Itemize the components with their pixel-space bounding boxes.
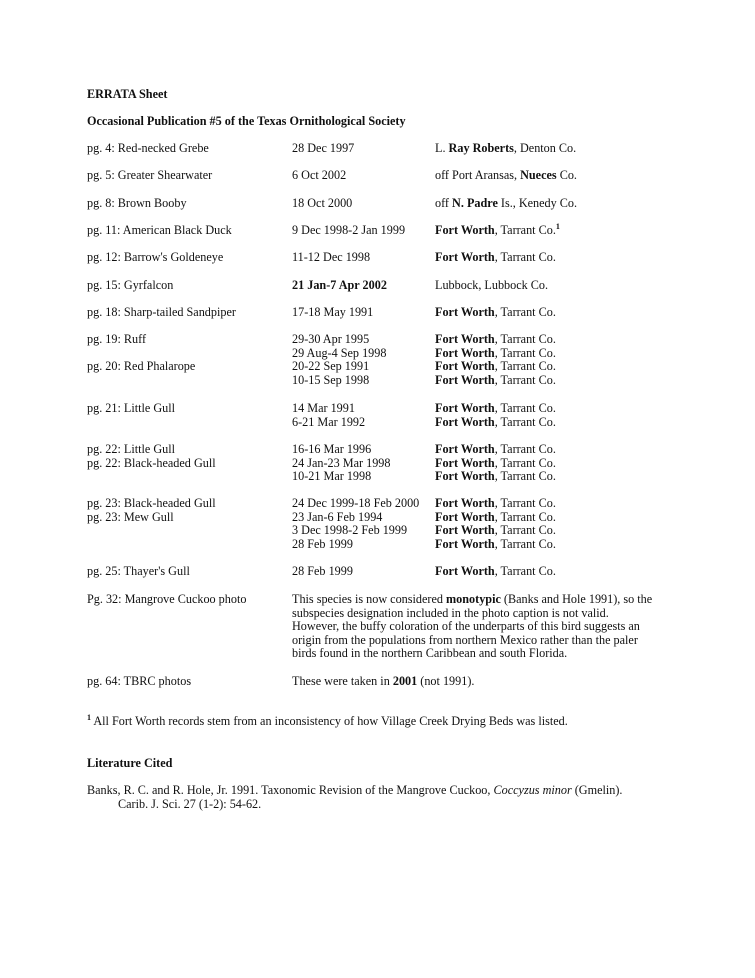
entry-page: pg. 25: Thayer's Gull — [87, 564, 190, 578]
entry-location: Fort Worth, Tarrant Co. — [435, 455, 556, 470]
entry-location: off N. Padre Is., Kenedy Co. — [435, 196, 578, 210]
entry-date: 18 Oct 2000 — [292, 196, 353, 210]
entry-date: 10-21 Mar 1998 — [292, 469, 372, 484]
entry-page: pg. 4: Red-necked Grebe — [87, 141, 209, 155]
entry-date: 9 Dec 1998-2 Jan 1999 — [292, 223, 406, 237]
entry-page — [87, 538, 287, 552]
entry-date: 6-21 Mar 1992 — [292, 414, 366, 429]
entry-location: Fort Worth, Tarrant Co. — [435, 305, 556, 319]
entry-page: pg. 19: Ruff — [87, 332, 147, 346]
entry-page: pg. 64: TBRC photos — [87, 674, 192, 688]
entry-date: 14 Mar 1991 — [292, 401, 355, 415]
footnote-mark: 1 — [87, 713, 91, 722]
entry-location: Fort Worth, Tarrant Co.$^1$ — [435, 222, 560, 237]
entry-date: 28 Dec 1997 — [292, 141, 355, 155]
entry-location: Fort Worth, Tarrant Co. — [435, 509, 556, 524]
publication-subtitle: Occasional Publication #5 of the Texas Ornithological Society — [87, 114, 406, 128]
entry-date: 24 Dec 1999-18 Feb 2000 — [292, 496, 420, 510]
entry-date: 21 Jan-7 Apr 2002 — [292, 278, 387, 292]
entry-location: Fort Worth, Tarrant Co. — [435, 469, 556, 484]
entry-location: Fort Worth, Tarrant Co. — [435, 332, 556, 346]
entry-date: 28 Feb 1999 — [292, 564, 353, 578]
entry-location: Fort Worth, Tarrant Co. — [435, 564, 556, 578]
entry-page: pg. 11: American Black Duck — [87, 223, 232, 237]
entry-date: 29 Aug-4 Sep 1998 — [292, 345, 387, 360]
entry-location: Fort Worth, Tarrant Co. — [435, 536, 556, 551]
page-title: ERRATA Sheet — [87, 87, 168, 101]
entry-page: pg. 23: Mew Gull — [87, 509, 174, 524]
literature-heading: Literature Cited — [87, 756, 173, 770]
entry-location: Fort Worth, Tarrant Co. — [435, 372, 556, 387]
entry-date: 6 Oct 2002 — [292, 168, 347, 182]
entry-location: Fort Worth, Tarrant Co. — [435, 345, 556, 360]
tbrc-note: These were taken in 2001 (not 1991). — [292, 674, 475, 688]
entry-page: pg. 8: Brown Booby — [87, 196, 187, 210]
entry-date: 10-15 Sep 1998 — [292, 372, 370, 387]
entry-page: pg. 22: Black-headed Gull — [87, 455, 216, 470]
entry-date: 17-18 May 1991 — [292, 305, 374, 319]
entry-location: Fort Worth, Tarrant Co. — [435, 414, 556, 429]
entry-location: Fort Worth, Tarrant Co. — [435, 523, 556, 538]
entry-date: 20-22 Sep 1991 — [292, 359, 370, 374]
entry-page: Pg. 32: Mangrove Cuckoo photo — [87, 592, 247, 606]
entry-location: Fort Worth, Tarrant Co. — [435, 496, 556, 510]
entry-page: pg. 5: Greater Shearwater — [87, 168, 213, 182]
entry-page: pg. 15: Gyrfalcon — [87, 278, 174, 292]
entry-page — [87, 470, 287, 484]
mangrove-note: This species is now considered monotypic (Banks and Hole 1991), so the subspecies designation included in the photo caption is not valid. However, the buffy coloration of the underparts of this bird suggests an origin from the populations from northern Mexico rather than the paler birds found in the northern Caribbean and south Florida. — [292, 592, 653, 661]
entry-page: pg. 12: Barrow's Goldeneye — [87, 250, 224, 264]
entry-location: L. Ray Roberts, Denton Co. — [435, 141, 577, 155]
footnote-text: All Fort Worth records stem from an inconsistency of how Village Creek Drying Beds was listed. — [91, 714, 568, 728]
entry-date: 3 Dec 1998-2 Feb 1999 — [292, 523, 408, 538]
entry-page — [87, 374, 287, 388]
entry-page: pg. 21: Little Gull — [87, 401, 176, 415]
footnote-marker: 1 — [555, 222, 560, 231]
entry-date: 23 Jan-6 Feb 1994 — [292, 509, 383, 524]
entry-date: 24 Jan-23 Mar 1998 — [292, 455, 391, 470]
entry-page: pg. 20: Red Phalarope — [87, 359, 196, 374]
entry-date: 29-30 Apr 1995 — [292, 332, 370, 346]
entry-date: 28 Feb 1999 — [292, 536, 353, 551]
entry-date: 16-16 Mar 1996 — [292, 442, 372, 456]
entry-page: pg. 18: Sharp-tailed Sandpiper — [87, 305, 236, 319]
entry-location: off Port Aransas, Nueces Co. — [435, 168, 577, 182]
entry-page — [87, 416, 287, 430]
entry-location: Lubbock, Lubbock Co. — [435, 278, 549, 292]
entry-page: pg. 23: Black-headed Gull — [87, 496, 216, 510]
entry-location: Fort Worth, Tarrant Co. — [435, 359, 556, 374]
entry-location: Fort Worth, Tarrant Co. — [435, 442, 556, 456]
entry-location: Fort Worth, Tarrant Co. — [435, 401, 556, 415]
entry-page — [87, 347, 287, 361]
footnote — [87, 715, 687, 729]
entry-page — [87, 524, 287, 538]
literature-citation: Banks, R. C. and R. Hole, Jr. 1991. Taxonomic Revision of the Mangrove Cuckoo, Coccyzus minor (Gmelin). Carib. J. Sci. 27 (1-2): 54-62. — [87, 783, 623, 811]
entry-date: 11-12 Dec 1998 — [292, 250, 371, 264]
entry-page: pg. 22: Little Gull — [87, 442, 176, 456]
entry-location: Fort Worth, Tarrant Co. — [435, 250, 556, 264]
